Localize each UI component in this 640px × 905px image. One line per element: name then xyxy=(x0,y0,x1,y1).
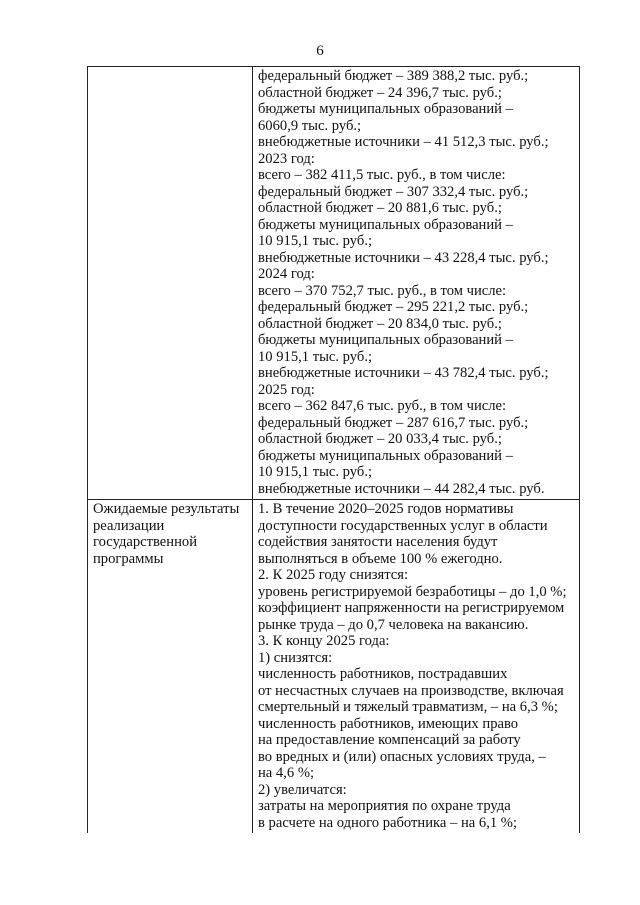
content-line: от несчастных случаев на производстве, включая xyxy=(258,682,564,699)
row-label-cell xyxy=(88,67,253,500)
content-line: 10 915,1 тыс. руб.; xyxy=(258,464,373,480)
row-content-cell xyxy=(253,67,580,500)
content-line: численность работников, имеющих право xyxy=(258,715,519,732)
program-passport-table xyxy=(87,66,580,833)
label-line: реализации xyxy=(93,517,165,534)
content-line: федеральный бюджет – 287 616,7 тыс. руб.; xyxy=(258,414,529,431)
content-line: бюджеты муниципальных образований – xyxy=(258,101,513,117)
content-line: 10 915,1 тыс. руб.; xyxy=(258,233,373,249)
content-line: всего – 370 752,7 тыс. руб., в том числе: xyxy=(258,282,507,299)
content-line: затраты на мероприятия по охране труда xyxy=(258,798,511,814)
content-line: областной бюджет – 20 033,4 тыс. руб.; xyxy=(258,431,502,447)
content-line: бюджеты муниципальных образований – xyxy=(258,216,513,233)
table-row xyxy=(88,500,580,834)
row-label-cell xyxy=(88,500,253,834)
content-line: внебюджетные источники – 41 512,3 тыс. руб.; xyxy=(258,134,549,150)
content-line: федеральный бюджет – 389 388,2 тыс. руб.; xyxy=(258,68,529,84)
content-line: федеральный бюджет – 307 332,4 тыс. руб.; xyxy=(258,183,529,200)
content-line: выполняться в объеме 100 % ежегодно. xyxy=(258,550,503,567)
content-line: 1. В течение 2020–2025 годов нормативы xyxy=(258,501,514,517)
content-line: 1) снизятся: xyxy=(258,649,333,666)
content-line: 10 915,1 тыс. руб.; xyxy=(258,348,373,365)
content-line: внебюджетные источники – 44 282,4 тыс. руб. xyxy=(258,480,545,497)
label-line: программы xyxy=(93,550,164,567)
content-line: областной бюджет – 20 834,0 тыс. руб.; xyxy=(258,315,502,332)
row-content-cell xyxy=(253,500,580,834)
content-line: рынке труда – до 0,7 человека на вакансию. xyxy=(258,616,529,633)
content-line: численность работников, пострадавших xyxy=(258,666,508,682)
label-line: государственной xyxy=(93,534,198,550)
content-line: смертельный и тяжелый травматизм, – на 6,3 %; xyxy=(258,699,558,715)
content-line: 2023 год: xyxy=(258,150,315,167)
content-line: внебюджетные источники – 43 782,4 тыс. руб.; xyxy=(258,365,549,381)
content-line: доступности государственных услуг в области xyxy=(258,517,548,534)
content-line: 2025 год: xyxy=(258,381,315,398)
content-line: областной бюджет – 20 881,6 тыс. руб.; xyxy=(258,200,502,216)
label-line: Ожидаемые результаты xyxy=(93,501,240,517)
table-row xyxy=(88,67,580,500)
content-line: уровень регистрируемой безработицы – до 1,0 %; xyxy=(258,583,567,600)
content-line: 2. К 2025 году снизятся: xyxy=(258,567,409,583)
content-line: областной бюджет – 24 396,7 тыс. руб.; xyxy=(258,84,502,101)
page-number: 6 xyxy=(316,43,324,59)
content-line: бюджеты муниципальных образований – xyxy=(258,332,513,348)
content-line: во вредных и (или) опасных условиях труда, – xyxy=(258,748,546,765)
content-line: на предоставление компенсаций за работу xyxy=(258,732,521,748)
content-line: на 4,6 %; xyxy=(258,765,315,781)
content-line: коэффициент напряженности на регистрируемом xyxy=(258,600,565,616)
content-line: 2) увеличатся: xyxy=(258,781,347,798)
content-line: 6060,9 тыс. руб.; xyxy=(258,117,362,134)
content-line: 3. К концу 2025 года: xyxy=(258,633,390,649)
content-line: в расчете на одного работника – на 6,1 %; xyxy=(258,814,518,831)
content-line: всего – 382 411,5 тыс. руб., в том числе: xyxy=(258,167,506,183)
content-line: бюджеты муниципальных образований – xyxy=(258,447,513,464)
content-line: содействия занятости населения будут xyxy=(258,534,498,550)
content-line: 2024 год: xyxy=(258,266,315,282)
content-line: федеральный бюджет – 295 221,2 тыс. руб.; xyxy=(258,299,529,315)
content-line: внебюджетные источники – 43 228,4 тыс. руб.; xyxy=(258,249,549,266)
content-line: всего – 362 847,6 тыс. руб., в том числе: xyxy=(258,398,507,414)
